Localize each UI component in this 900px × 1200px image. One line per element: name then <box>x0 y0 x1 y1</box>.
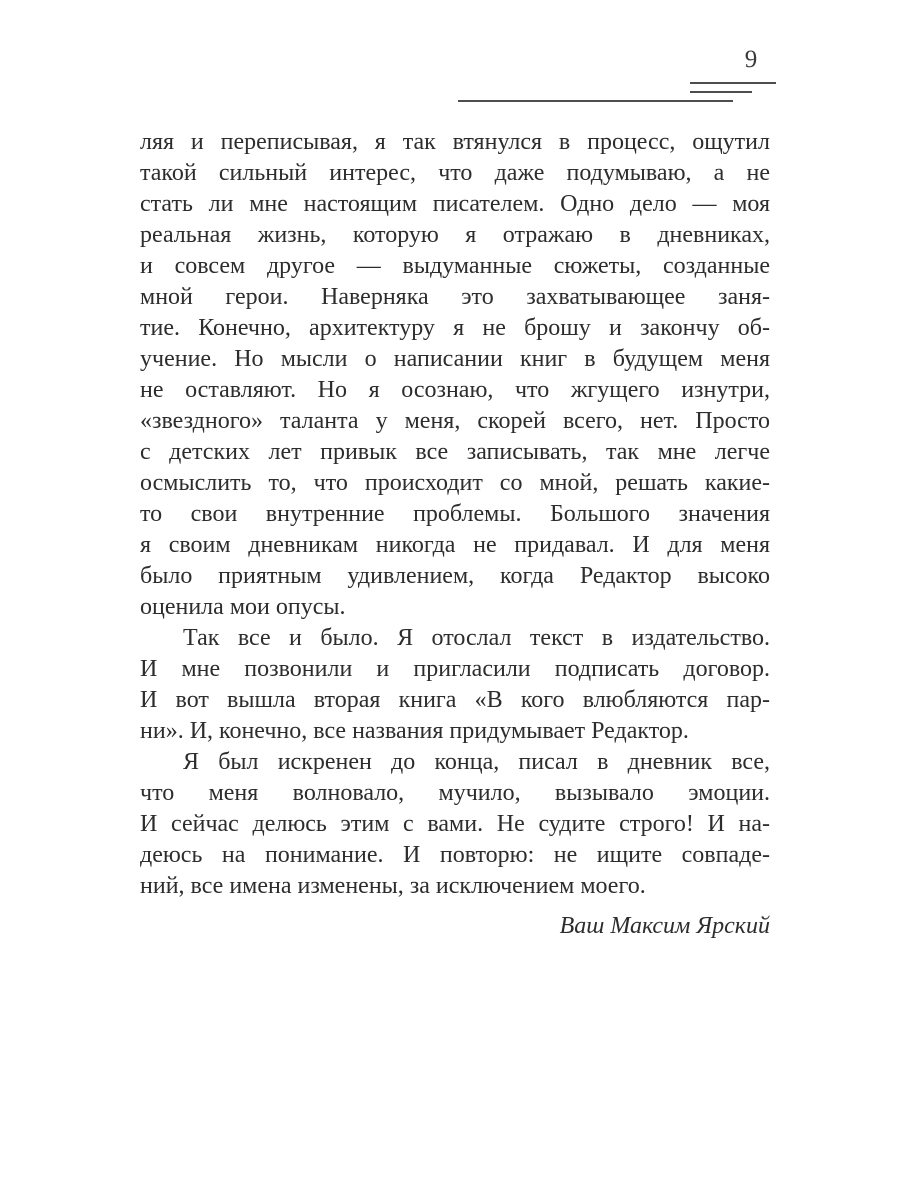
page-number: 9 <box>744 46 758 73</box>
text-line: И мне позвонили и пригласили подписать договор. <box>140 656 770 682</box>
text-line: оценила мои опусы. <box>140 594 346 620</box>
text-line: И вот вышла вторая книга «В кого влюбляются пар- <box>140 687 770 713</box>
text-line: И сейчас делюсь этим с вами. Не судите строго! И на- <box>140 811 770 837</box>
text-line: ляя и переписывая, я так втянулся в процесс, ощутил <box>140 129 770 155</box>
text-line: мной герои. Наверняка это захватывающее заня- <box>140 284 770 310</box>
text-line: я своим дневникам никогда не придавал. И для меня <box>140 532 770 558</box>
text-line: не оставляют. Но я осознаю, что жгущего изнутри, <box>140 377 770 403</box>
text-line: то свои внутренние проблемы. Большого значения <box>140 501 770 527</box>
text-line: деюсь на понимание. И повторю: не ищите совпаде- <box>140 842 770 868</box>
text-line: стать ли мне настоящим писателем. Одно дело — моя <box>140 191 770 217</box>
text-line: было приятным удивлением, когда Редактор высоко <box>140 563 770 589</box>
text-line: ний, все имена изменены, за исключением моего. <box>140 873 646 899</box>
text-line: реальная жизнь, которую я отражаю в дневниках, <box>140 222 770 248</box>
text-line: что меня волновало, мучило, вызывало эмоции. <box>140 780 770 806</box>
text-line: с детских лет привык все записывать, так мне легче <box>140 439 770 465</box>
text-line: и совсем другое — выдуманные сюжеты, созданные <box>140 253 770 279</box>
author-signature: Ваш Максим Ярский <box>559 913 770 939</box>
text-line: «звездного» таланта у меня, скорей всего, нет. Просто <box>140 408 770 434</box>
text-line: тие. Конечно, архитектуру я не брошу и закончу об- <box>140 315 770 341</box>
header-rule-middle <box>690 91 752 93</box>
header-rule-bottom <box>458 100 733 102</box>
text-line: такой сильный интерес, что даже подумываю, а не <box>140 160 770 186</box>
text-line: Так все и было. Я отослал текст в издательство. <box>183 625 770 651</box>
body-text <box>140 127 770 902</box>
text-line: ни». И, конечно, все названия придумывает Редактор. <box>140 718 689 744</box>
text-line: осмыслить то, что происходит со мной, решать какие- <box>140 470 770 496</box>
text-line: Я был искренен до конца, писал в дневник все, <box>183 749 770 775</box>
header-rule-top <box>690 82 776 84</box>
text-line: учение. Но мысли о написании книг в будущем меня <box>140 346 770 372</box>
